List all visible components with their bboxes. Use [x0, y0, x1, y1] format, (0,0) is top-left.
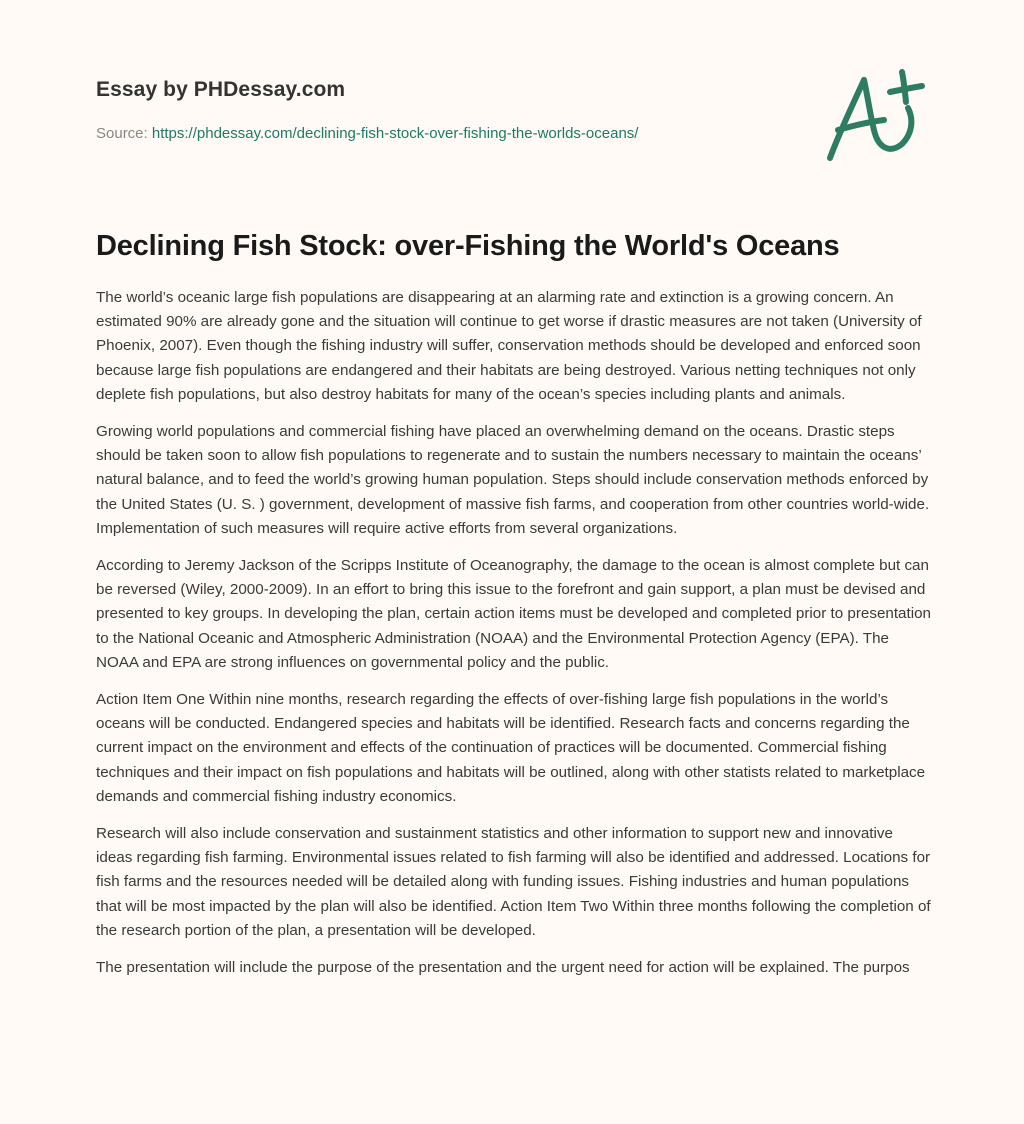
a-plus-grade-icon — [818, 64, 930, 166]
essay-title: Declining Fish Stock: over-Fishing the World's Oceans — [96, 230, 840, 262]
brand-title: Essay by PHDessay.com — [96, 78, 346, 101]
paragraph: The world’s oceanic large fish populations are disappearing at an alarming rate and extinction is a growing concern. An estimated 90% are already gone and the situation will continue to get worse if drastic measures are not taken (University of Phoenix, 2007). Even though the fishing industry will suffer, conservation methods should be developed and enforced soon because large fish populations are endangered and their habitats are being destroyed. Various netting techniques not only deplete fish populations, but also destroy habitats for many of the ocean’s species including plants and animals. — [96, 289, 922, 403]
source-line — [96, 124, 796, 144]
paragraph: According to Jeremy Jackson of the Scripps Institute of Oceanography, the damage to the ocean is almost complete but can be reversed (Wiley, 2000-2009). In an effort to bring this issue to the forefront and gain support, a plan must be devised and presented to key groups. In developing the plan, certain action items must be developed and completed prior to presentation to the National Oceanic and Atmospheric Administration (NOAA) and the Environmental Protection Agency (EPA). The NOAA and EPA are strong influences on governmental policy and the public. — [96, 557, 931, 671]
paragraph: Research will also include conservation and sustainment statistics and other information to support new and innovative ideas regarding fish farming. Environmental issues related to fish farming will also be identified and addressed. Locations for fish farms and the resources needed will be detailed along with funding issues. Fishing industries and human populations that will be most impacted by the plan will also be identified. Action Item Two Within three months following the completion of the research portion of the plan, a presentation will be developed. — [96, 825, 931, 939]
essay-header — [96, 76, 796, 144]
paragraph: Growing world populations and commercial fishing have placed an overwhelming demand on the oceans. Drastic steps should be taken soon to allow fish populations to regenerate and to sustain the numbers necessary to maintain the oceans’ natural balance, and to feed the world’s growing human population. Steps should include conservation methods enforced by the United States (U. S. ) government, development of massive fish farms, and cooperation from other countries world-wide. Implementation of such measures will require active efforts from several organizations. — [96, 423, 930, 537]
source-label: Source: — [96, 125, 148, 142]
paragraph: The presentation will include the purpose of the presentation and the urgent need for action will be explained. The purpos — [96, 959, 910, 977]
paragraph: Action Item One Within nine months, research regarding the effects of over-fishing large fish populations in the world’s oceans will be conducted. Endangered species and habitats will be identified. Research facts and concerns regarding the current impact on the environment and effects of the continuation of practices will be documented. Commercial fishing techniques and their impact on fish populations and habitats will be outlined, along with other statists related to marketplace demands and commercial fishing industry economics. — [96, 691, 926, 805]
essay-body — [96, 286, 932, 993]
source-link[interactable]: https://phdessay.com/declining-fish-stock-over-fishing-the-worlds-oceans/ — [151, 125, 639, 142]
